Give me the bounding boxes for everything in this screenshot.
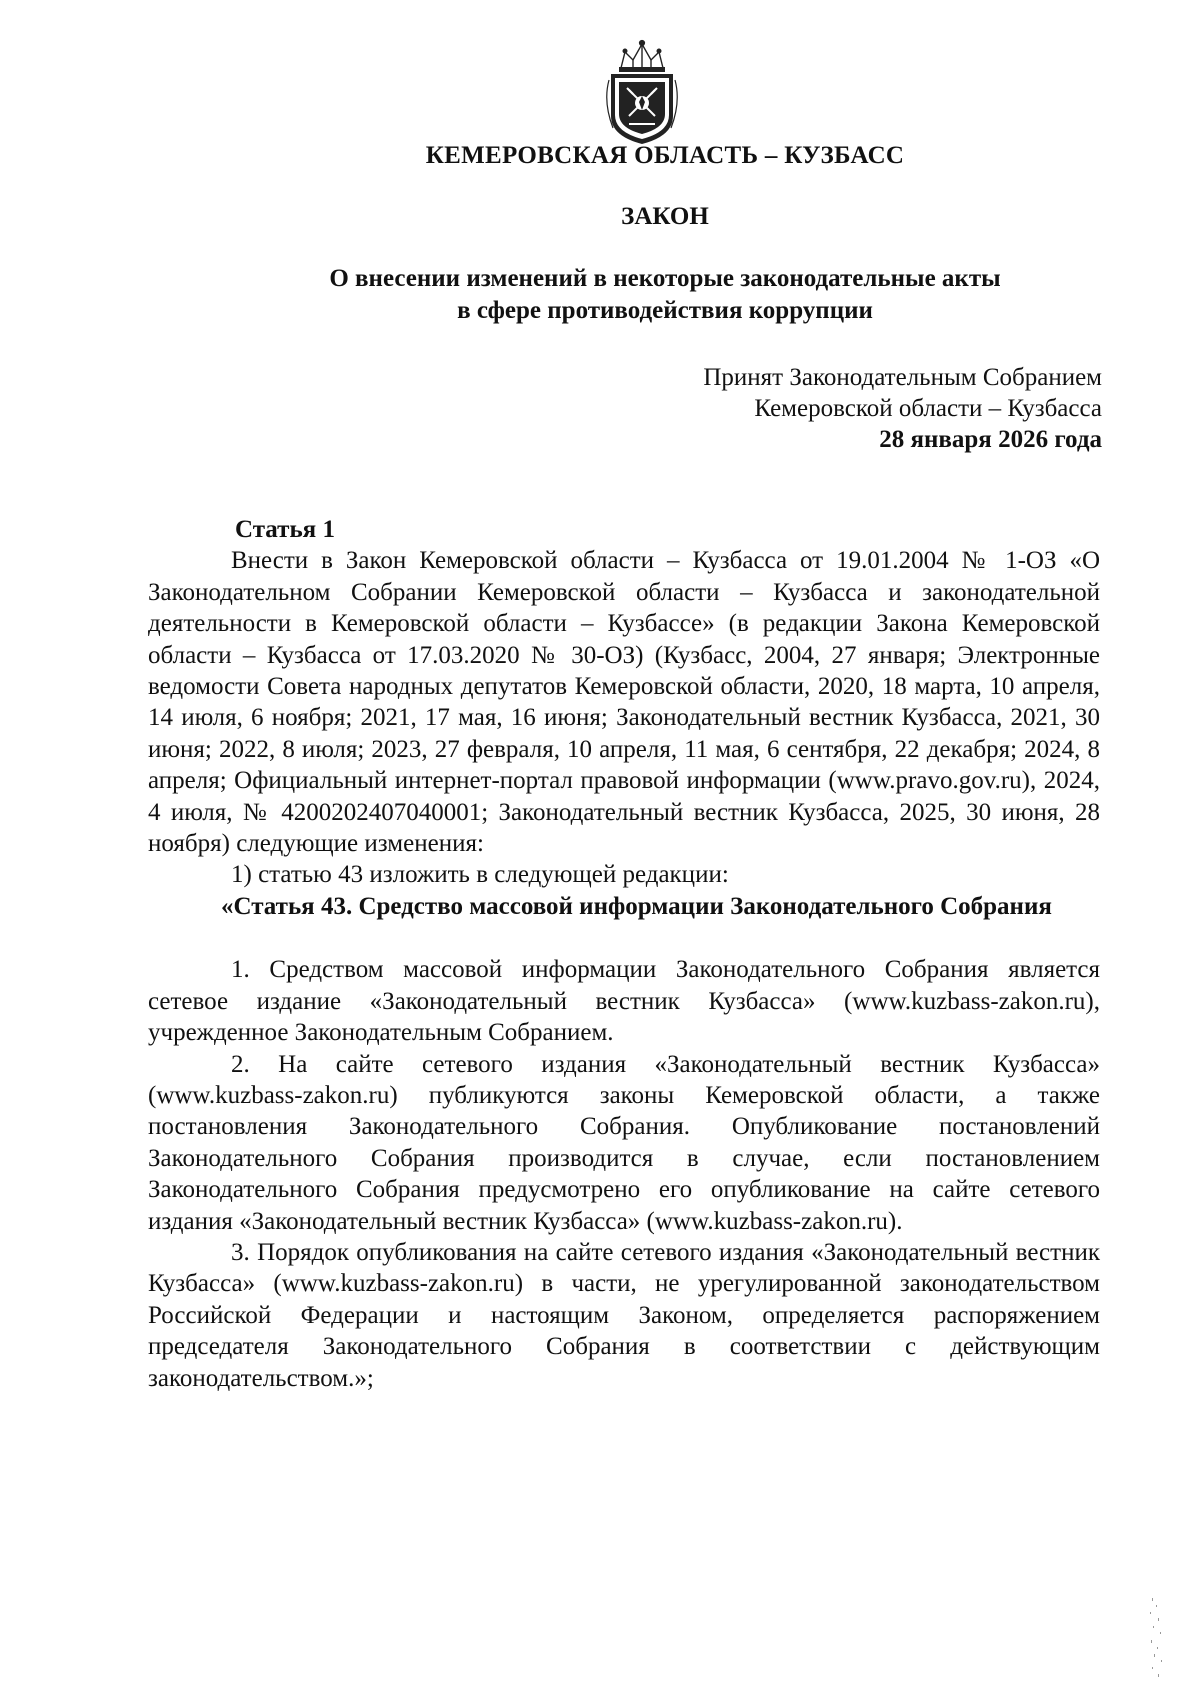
- article-43-point-3: 3. Порядок опубликования на сайте сетевого издания «Законодательный вестник Кузбасса» (www.kuzbass-zakon.ru) в части, не урегулированной законодательством Российской Федерации и настоящим Законом, определяется распоряжением председателя Законодательного Собрания в соответствии с действующим законодательством.»;: [148, 1238, 1100, 1392]
- article-43-point-1: 1. Средством массовой информации Законодательного Собрания является сетевое издание «Законодательный вестник Кузбасса» (www.kuzbass-zakon.ru), учрежденное Законодательным Собранием.: [148, 956, 1100, 1047]
- article-43-heading: «Статья 43. Средство массовой информации Законодательного Собрания: [221, 892, 1052, 920]
- law-title-line-2: в сфере противодействия коррупции: [457, 297, 873, 324]
- article-1-heading: Статья 1: [235, 516, 335, 543]
- article-43-point-2: 2. На сайте сетевого издания «Законодательный вестник Кузбасса» (www.kuzbass-zakon.ru) публикуются законы Кемеровской области, а также постановления Законодательного Собрания. Опубликование постановлений Законодательного Собрания производится в случае, если постановлением Законодательного Собрания предусмотрено его опубликование на сайте сетевого издания «Законодательный вестник Кузбасса» (www.kuzbass-zakon.ru).: [148, 1050, 1100, 1235]
- kuzbass-coat-of-arms-icon: [599, 38, 685, 146]
- document-type: ЗАКОН: [621, 203, 709, 230]
- adoption-line-2: Кемеровской области – Кузбасса: [754, 395, 1102, 422]
- amendment-item-1: 1) статью 43 изложить в следующей редакции:: [231, 861, 729, 889]
- article-1-intro: Внести в Закон Кемеровской области – Кузбасса от 19.01.2004 № 1-ОЗ «О Законодательном Собрании Кемеровской области – Кузбасса и законодательной деятельности в Кемеровской области – Кузбассе» (в редакции Закона Кемеровской области – Кузбасса от 17.03.2020 № 30-ОЗ) (Кузбасс, 2004, 27 января; Электронные ведомости Совета народных депутатов Кемеровской области, 2020, 18 марта, 10 апреля, 14 июля, 6 ноября; 2021, 17 мая, 16 июня; Законодательный вестник Кузбасса, 2021, 30 июня; 2022, 8 июля; 2023, 27 февраля, 10 апреля, 11 мая, 6 сентября, 22 декабря; 2024, 8 апреля; Официальный интернет-портал правовой информации (www.pravo.gov.ru), 2024, 4 июля, № 4200202407040001; Законодательный вестник Кузбасса, 2025, 30 июня, 28 ноября) следующие изменения:: [148, 547, 1100, 858]
- law-title-line-1: О внесении изменений в некоторые законодательные акты: [329, 265, 1001, 292]
- region-name: КЕМЕРОВСКАЯ ОБЛАСТЬ – КУЗБАСС: [425, 142, 905, 169]
- law-title: [0, 263, 1200, 327]
- adoption-date: 28 января 2026 года: [879, 426, 1102, 453]
- spacer: [148, 922, 1100, 954]
- article-1-body: [148, 514, 1100, 1394]
- scan-edge-noise: [1142, 1596, 1170, 1682]
- adoption-line-1: Принят Законодательным Собранием: [703, 364, 1102, 391]
- adoption-block: [703, 362, 1102, 455]
